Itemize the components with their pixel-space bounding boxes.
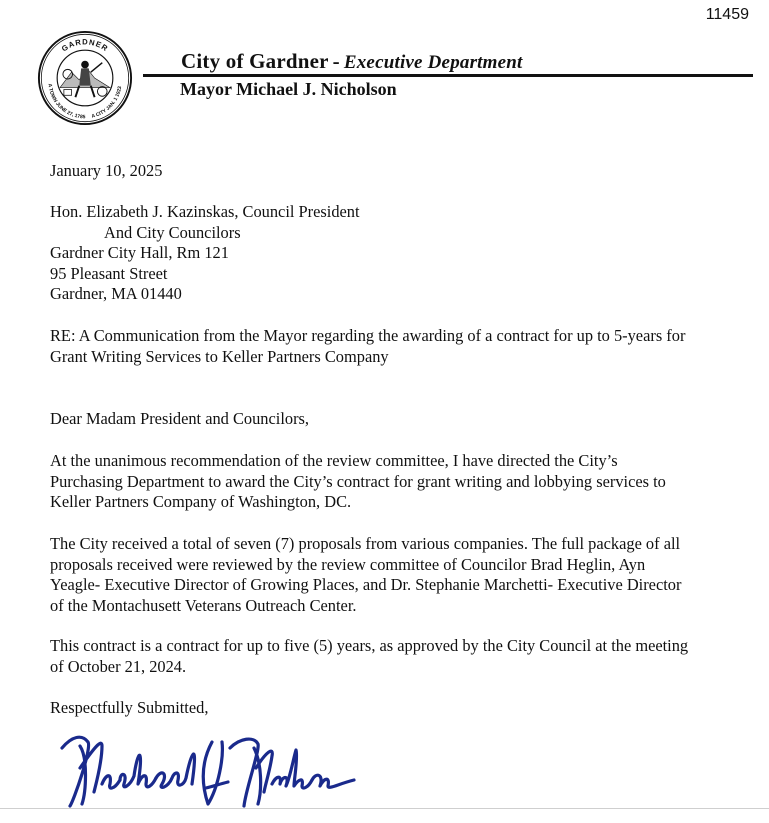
svg-text:A TOWN JUNE 27, 1785: A TOWN JUNE 27, 1785: [46, 83, 86, 121]
svg-text:A CITY JAN. 1 1923: A CITY JAN. 1 1923: [90, 85, 124, 120]
address-line: And City Councilors: [104, 222, 241, 242]
address-line: Gardner City Hall, Rm 121: [50, 243, 229, 263]
svg-text:GARDNER: GARDNER: [59, 37, 111, 54]
city-seal-logo: [37, 30, 133, 126]
address-line: 95 Pleasant Street: [50, 263, 168, 283]
address-line: Hon. Elizabeth J. Kazinskas, Council President: [50, 202, 360, 221]
paragraph-line: This contract is a contract for up to five (5) years, as approved by the City Council at the meeting: [50, 636, 689, 655]
paragraph-line: of October 21, 2024.: [50, 656, 187, 676]
paragraph-line: Keller Partners Company of Washington, DC.: [50, 492, 352, 512]
paragraph-line: Yeagle- Executive Director of Growing Places, and Dr. Stephanie Marchetti- Executive Director: [50, 575, 682, 595]
paragraph-3: [50, 636, 755, 677]
recipient-address: [50, 202, 755, 305]
page-title: [181, 49, 523, 74]
document-number: 11459: [705, 6, 749, 23]
title-separator: -: [332, 49, 340, 73]
subject-text: RE: A Communication from the Mayor regarding the awarding of a contract for up to 5-years for: [50, 326, 686, 345]
paragraph-line: The City received a total of seven (7) proposals from various companies. The full package of all: [50, 534, 681, 553]
header-divider: [143, 74, 753, 77]
address-line: Gardner, MA 01440: [50, 284, 182, 304]
date-text: January 10, 2025: [50, 161, 163, 180]
handwritten-signature: [58, 728, 358, 812]
letter-date: [50, 161, 755, 182]
page-bottom-divider: [0, 808, 769, 809]
closing: [50, 698, 755, 719]
subject-line: [50, 326, 755, 367]
paragraph-line: Purchasing Department to award the City’s contract for grant writing and lobbying services to: [50, 471, 666, 491]
closing-text: Respectfully Submitted,: [50, 698, 209, 717]
mayor-name: Mayor Michael J. Nicholson: [180, 79, 397, 99]
paragraph-line: proposals received were reviewed by the review committee of Councilor Brad Heglin, Ayn: [50, 554, 646, 574]
department-name: Executive Department: [343, 52, 523, 73]
city-name: City of Gardner: [181, 49, 329, 73]
paragraph-1: [50, 451, 755, 513]
paragraph-2: [50, 534, 755, 616]
paragraph-line: At the unanimous recommendation of the review committee, I have directed the City’s: [50, 451, 618, 470]
salutation-text: Dear Madam President and Councilors,: [50, 409, 310, 428]
subject-text: Grant Writing Services to Keller Partners Company: [50, 346, 389, 366]
salutation: [50, 409, 755, 430]
paragraph-line: of the Montachusett Veterans Outreach Center.: [50, 595, 357, 615]
